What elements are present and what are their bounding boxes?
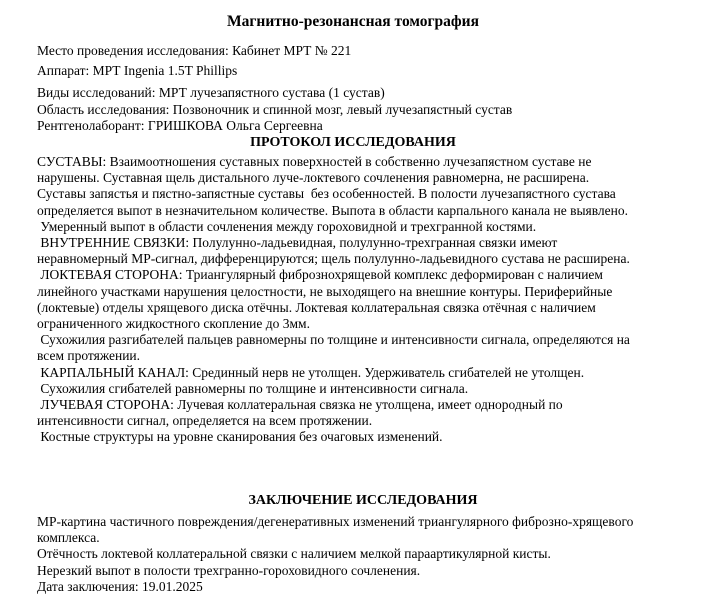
text-line: Сухожилия сгибателей равномерны по толщине и интенсивности сигнала. — [37, 380, 469, 396]
text-line: неравномерный МР-сигнал, дифференцируются; щель полулунно-ладьевидного сустава не расширена. — [37, 251, 630, 267]
text-line: определяется выпот в незначительном количестве. Выпота в области карпального канала не выявлено. — [37, 202, 629, 218]
text-line: ЛОКТЕВАЯ СТОРОНА: Триангулярный фибрознохрящевой комплекс деформирован с наличием — [37, 267, 603, 283]
text-line: (локтевые) отделы хрящевого диска отёчны. Локтевая коллатеральная связка отёчная с наличием — [37, 299, 596, 315]
conclusion-heading: ЗАКЛЮЧЕНИЕ ИССЛЕДОВАНИЯ — [248, 493, 478, 508]
text-line: Нерезкий выпот в полости трехгранно-гороховидного сочленения. — [37, 562, 421, 578]
protocol-heading: ПРОТОКОЛ ИССЛЕДОВАНИЯ — [250, 135, 456, 150]
meta-area: Область исследования: Позвоночник и спинной мозг, левый лучезапястный сустав — [37, 101, 513, 117]
text-line: интенсивности сигнал, определяется на всем протяжении. — [37, 413, 373, 429]
text-line: Костные структуры на уровне сканирования без очаговых изменений. — [37, 429, 443, 445]
meta-technician: Рентгенолаборант: ГРИШКОВА Ольга Сергеевна — [37, 117, 323, 133]
text-line: всем протяжении. — [37, 348, 141, 364]
text-line: СУСТАВЫ: Взаимоотношения суставных поверхностей в собственно лучезапястном суставе не — [37, 154, 592, 169]
study-meta — [37, 43, 677, 134]
text-line: ЛУЧЕВАЯ СТОРОНА: Лучевая коллатеральная связка не утолщена, имеет однородный по — [37, 397, 563, 413]
text-line: Суставы запястья и пястно-запястные суставы без особенностей. В полости лучезапястного сустава — [37, 186, 616, 202]
text-line: ВНУТРЕННИЕ СВЯЗКИ: Полулунно-ладьевидная, полулунно-трехгранная связки имеют — [37, 235, 558, 251]
protocol-body — [37, 154, 677, 446]
text-line: нарушены. Суставная щель дистального луче-локтевого сочленения равномерна, не расширена. — [37, 170, 590, 186]
text-line: Дата заключения: 19.01.2025 — [37, 578, 203, 594]
meta-types: Виды исследований: МРТ лучезапястного сустава (1 сустав) — [37, 85, 385, 101]
text-line: линейного участками нарушения целостности, не выходящего на внешние контуры. Периферийные — [37, 283, 613, 299]
text-line: Отёчность локтевой коллатеральной связки с наличием мелкой параартикулярной кисты. — [37, 546, 551, 562]
text-line: МР-картина частичного повреждения/дегенеративных изменений триангулярного фиброзно-хрящевого — [37, 514, 634, 529]
text-line: Умеренный выпот в области сочленения между гороховидной и трехгранной костями. — [37, 218, 537, 234]
conclusion-body — [37, 514, 697, 595]
document-title: Магнитно-резонансная томография — [227, 13, 479, 30]
text-line: комплекса. — [37, 530, 100, 546]
text-line: КАРПАЛЬНЫЙ КАНАЛ: Срединный нерв не утолщен. Удерживатель сгибателей не утолщен. — [37, 364, 585, 380]
meta-place: Место проведения исследования: Кабинет МРТ № 221 — [37, 43, 352, 58]
meta-device: Аппарат: МРТ Ingenia 1.5T Phillips — [37, 63, 238, 79]
text-line: ограниченного жидкостного скопление до 3мм. — [37, 316, 310, 332]
text-line: Сухожилия разгибателей пальцев равномерны по толщине и интенсивности сигнала, определяются на — [37, 332, 630, 348]
